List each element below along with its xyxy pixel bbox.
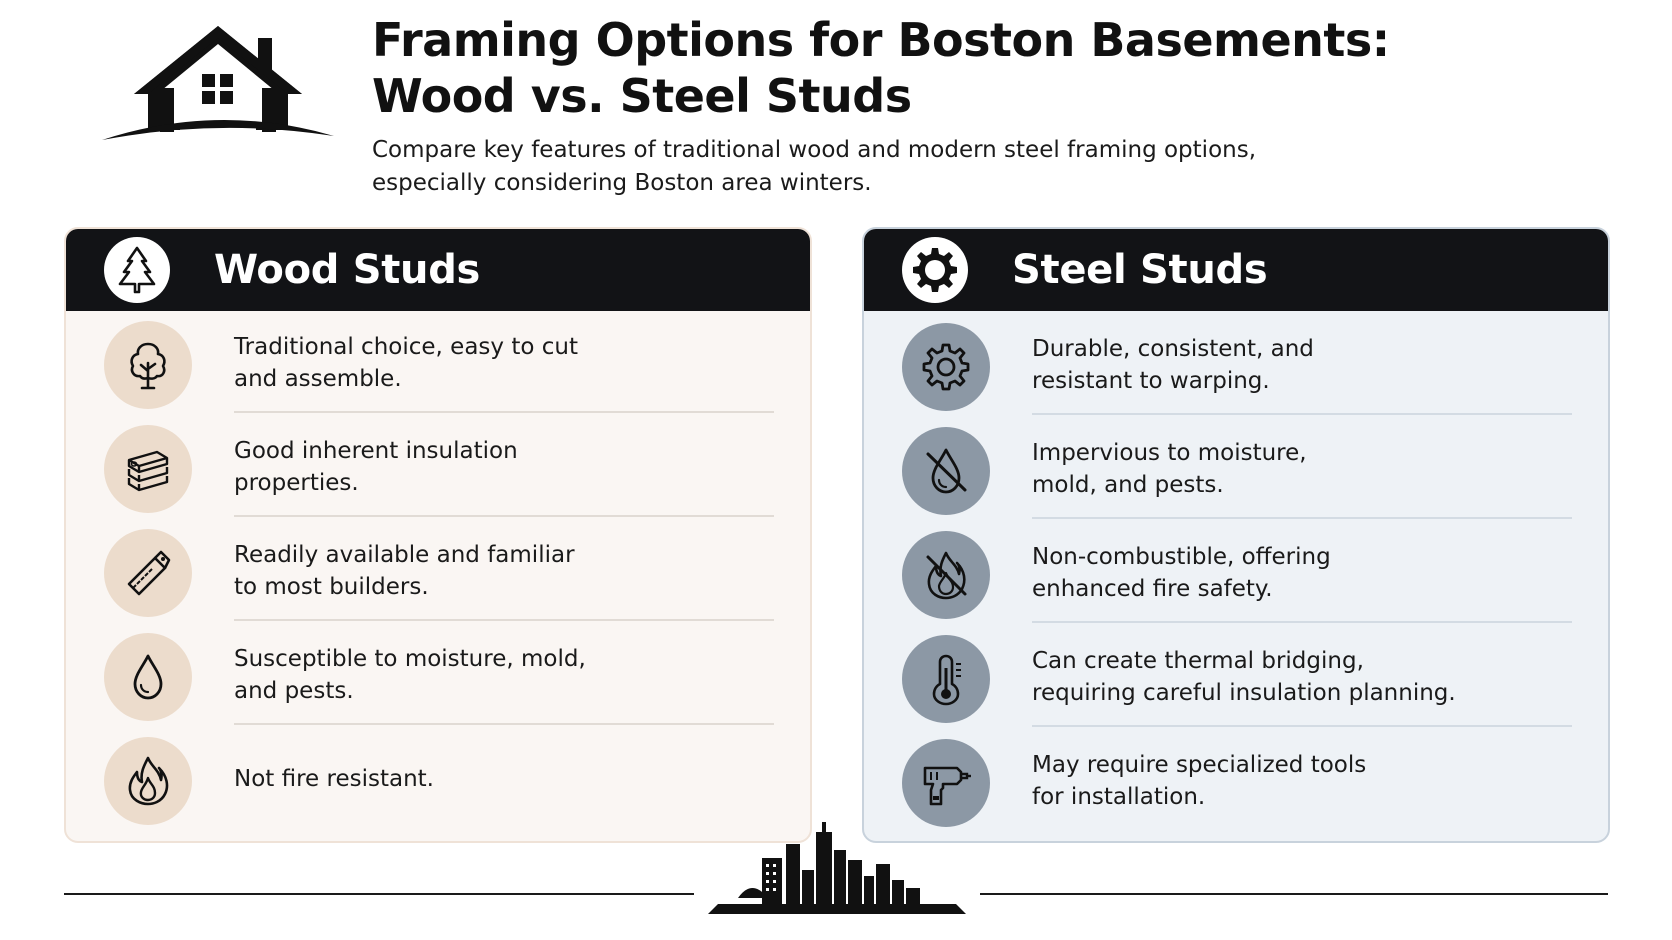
feature-line-1: Not fire resistant. [234,766,434,792]
steel-feature-row [864,625,1608,729]
row-divider [234,411,774,413]
wood-panel-title: Wood Studs [214,247,481,293]
row-divider [234,723,774,725]
wood-feature-text [234,519,774,623]
steel-feature-row [864,417,1608,521]
flame-icon [104,737,192,825]
feature-line-2: resistant to warping. [1032,368,1270,394]
thermometer-icon [902,635,990,723]
wood-feature-row [66,415,810,519]
tree-icon [104,321,192,409]
feature-line-2: enhanced fire safety. [1032,576,1273,602]
feature-line-1: Impervious to moisture, [1032,440,1307,466]
wood-feature-text [234,311,774,415]
feature-line-1: Can create thermal bridging, [1032,648,1364,674]
wood-feature-row [66,519,810,623]
feature-line-1: Susceptible to moisture, mold, [234,646,586,672]
page-subtitle [372,134,1652,200]
page-header [372,12,1652,200]
wood-feature-row [66,727,810,831]
power-drill-icon [902,739,990,827]
steel-feature-row [864,313,1608,417]
wood-feature-text [234,415,774,519]
steel-feature-text [1032,521,1572,625]
footer-divider-left [64,893,694,895]
feature-line-1: Traditional choice, easy to cut [234,334,578,360]
wood-panel-header [66,229,810,311]
steel-studs-panel [862,227,1610,843]
subtitle-line-1: Compare key features of traditional wood and modern steel framing options, [372,137,1257,163]
subtitle-line-2: especially considering Boston area winters. [372,170,872,196]
feature-line-1: Readily available and familiar [234,542,575,568]
feature-line-2: to most builders. [234,574,429,600]
feature-line-2: and pests. [234,678,354,704]
wood-feature-text [234,727,774,831]
page-title-line-2: Wood vs. Steel Studs [372,69,912,123]
gear-icon [902,237,968,303]
pine-tree-icon [104,237,170,303]
saw-icon [104,529,192,617]
steel-feature-text [1032,625,1572,729]
feature-line-2: requiring careful insulation planning. [1032,680,1456,706]
wood-feature-row [66,623,810,727]
row-divider [234,619,774,621]
feature-line-2: properties. [234,470,359,496]
no-fire-icon [902,531,990,619]
row-divider [234,515,774,517]
footer-divider-right [980,893,1608,895]
feature-line-1: Non-combustible, offering [1032,544,1331,570]
wood-feature-text [234,623,774,727]
steel-feature-row [864,729,1608,833]
row-divider [1032,517,1572,519]
feature-line-2: for installation. [1032,784,1206,810]
water-drop-icon [104,633,192,721]
row-divider [1032,725,1572,727]
house-icon [100,20,336,152]
no-water-drop-icon [902,427,990,515]
lumber-stack-icon [104,425,192,513]
row-divider [1032,621,1572,623]
steel-feature-row [864,521,1608,625]
feature-line-2: and assemble. [234,366,402,392]
steel-feature-text [1032,313,1572,417]
row-divider [1032,413,1572,415]
steel-panel-title: Steel Studs [1012,247,1268,293]
gear-icon [902,323,990,411]
steel-panel-header [864,229,1608,311]
steel-feature-text [1032,729,1572,833]
steel-feature-text [1032,417,1572,521]
wood-feature-row [66,311,810,415]
city-skyline-icon [708,820,966,914]
feature-line-1: Durable, consistent, and [1032,336,1314,362]
feature-line-1: May require specialized tools [1032,752,1367,778]
feature-line-1: Good inherent insulation [234,438,518,464]
page-title-line-1: Framing Options for Boston Basements: [372,13,1390,67]
wood-studs-panel [64,227,812,843]
feature-line-2: mold, and pests. [1032,472,1224,498]
